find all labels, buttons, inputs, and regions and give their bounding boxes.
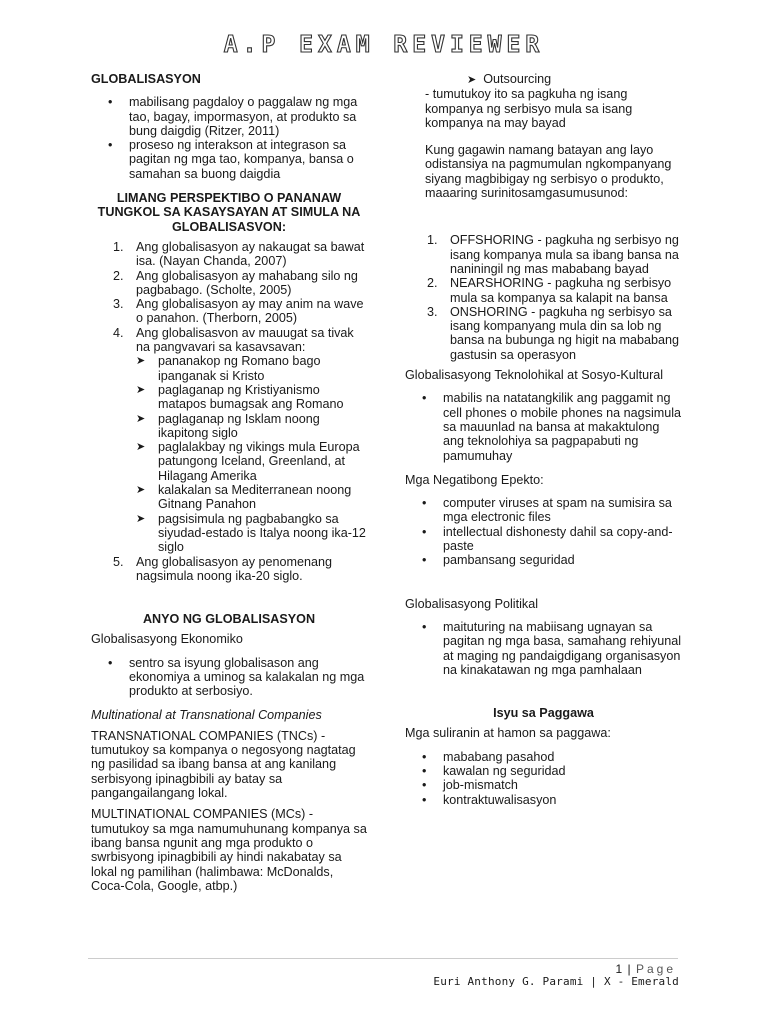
perspektibo-list [91,240,367,583]
left-column [91,72,367,893]
ekonomiko-heading: Globalisasyong Ekonomiko [91,632,243,647]
perspektibo-heading: LIMANG PERSPEKTIBO O PANANAW TUNGKOL SA KASAYSAYAN AT SIMULA NA GLOBALISASVON: [97,191,361,234]
arrow-bullet-icon: ➤ [467,74,477,86]
globalisasyon-list [91,95,367,181]
list-item: ➤ paglaganap ng Kristiyanismo matapos bumagsak ang Romano [136,382,344,412]
tekno-heading: Globalisasyong Teknolohikal at Sosyo-Kultural [405,368,664,383]
list-item: ➤ paglalakbay ng vikings mula Europa patungong Iceland, Greenland, at Hilagang Amerika [136,440,360,483]
list-item: • computer viruses at spam na sumisira sa mga electronic files [405,496,682,525]
negatibo-heading: Mga Negatibong Epekto: [405,472,544,487]
paggawa-list [405,750,682,807]
list-item: • kawalan ng seguridad [405,764,682,778]
page-number: 1 | Page [615,962,676,976]
globalisasyon-heading: GLOBALISASYON [91,72,201,86]
arrow-bullet-icon: ➤ [136,412,146,425]
politikal-heading: Globalisasyong Politikal [405,596,539,611]
outsourcing-paragraph: - tumutukoy ito sa pagkuha ng isang kompanya ng serbisyo mula sa isang kompanya na may bayad [425,87,633,130]
tekno-list [405,391,682,462]
list-item: 4. Ang globalisasvon av mauugat sa tivak na pangvavari sa kasavsavan: ➤ pananakop ng Romano bago ipanganak si Kristo ➤ paglaganap ng Kristiyanismo matapos bumagsak ang Romano ➤ paglaganap ng Isklam noong ikapitong siglo ➤ paglalakbay ng vikings mula Europa patungong Iceland, Greenland, at Hilagang Amerika ➤ kalakalan sa Mediterranean noong Gitnang Panahon ➤ pagsisimula ng pagbabangko sa siyudad-estado is Italya noong ika-12 siglo [113,325,366,555]
politikal-list [405,620,682,677]
list-item: ➤ pagsisimula ng pagbabangko sa siyudad-estado is Italya noong ika-12 siglo [136,511,366,555]
mc-paragraph: MULTINATIONAL COMPANIES (MCs) - tumutukoy sa mga namumuhunang kompanya sa ibang bansa ngunit ang mga produkto o swrbisyong ipinagbibili ay hindi nakabatay sa lokal ng pamilihan (halimbawa: McDonalds, Coca-Cola, Google, atbp.) [91,807,367,893]
list-item: 3. ONSHORING - pagkuha ng serbisyo sa isang kompanyang mula din sa lob ng bansa na bubunga ng higit na mababang gastusin sa operasyon [427,304,679,362]
arrow-bullet-icon: ➤ [136,512,146,525]
page-title: A.P EXAM REVIEWER [223,32,545,58]
list-item: • mabilis na natatangkilik ang paggamit ng cell phones o mobile phones na nagsimula sa mauunlad na bansa at makaktulong ang teknolohiya sa pagpapabuti ng pamumuhay [405,391,682,462]
list-item: ➤ paglaganap ng Isklam noong ikapitong siglo [136,411,320,440]
list-item: 2. NEARSHORING - pagkuha ng serbisyo mula sa kompanya sa kalapit na bansa [427,276,672,305]
list-item: • intellectual dishonesty dahil sa copy-and-paste [405,525,682,554]
list-item: • job-mismatch [405,778,682,792]
multinational-heading: Multinational at Transnational Companies [91,707,322,722]
arrow-bullet-icon: ➤ [136,441,146,454]
anyo-heading: ANYO NG GLOBALISASYON [142,612,316,627]
list-item: • sentro sa isyung globalisason ang ekonomiya a uminog sa kalakalan ng mga produkto at serbosiyo. [91,656,367,699]
wave-sublist [136,354,367,554]
list-item: • mabilisang pagdaloy o paggalaw ng mga tao, bagay, impormasyon, at produkto sa bung daigdig (Ritzer, 2011) [91,95,367,138]
shoring-list [405,233,682,362]
list-item: 5. Ang globalisasyon ay penomenang nagsimula noong ika-20 siglo. [113,554,333,583]
ekonomiko-list [91,656,367,699]
arrow-bullet-icon: ➤ [136,383,146,396]
list-item: ➤ pananakop ng Romano bago ipanganak si Kristo [136,354,321,383]
negatibo-list [405,496,682,567]
arrow-bullet-icon: ➤ [136,355,146,368]
list-item: 1. Ang globalisasyon ay nakaugat sa bawat isa. (Nayan Chanda, 2007) [113,239,365,269]
list-item: 1. OFFSHORING - pagkuha ng serbisyo ng isang kompanya mula sa ibang bansa na naniningil ng mas mababang bayad [427,233,679,276]
list-item: • kontraktuwalisasyon [405,793,682,807]
list-item: 3. Ang globalisasyon ay may anim na wave o panahon. (Therborn, 2005) [113,297,364,326]
author-line: Euri Anthony G. Parami | X - Emerald [433,975,679,988]
tnc-paragraph: TRANSNATIONAL COMPANIES (TNCs) - tumutukoy sa kompanya o negosyong nagtatag ng pasilidad sa ibang bansa at ang kanilang serbisyong ipinagbibili ay batay sa pangangailangang lokal. [91,728,356,801]
list-item: • mababang pasahod [405,750,682,764]
list-item: ➤ kalakalan sa Mediterranean noong Gitnang Panahon [136,483,352,512]
paggawa-heading: Isyu sa Paggawa [493,706,594,721]
arrow-bullet-icon: ➤ [136,484,146,497]
list-item: • proseso ng interakson at integrason sa pagitan ng mga tao, kompanya, bansa o samahan sa buong daigdia [91,138,367,181]
right-column [405,72,682,807]
list-item: • maituturing na mabiisang ugnayan sa pagitan ng mga basa, samahang rehiyunal at maging ng pandaigdigang organisasyon na kinakatawan ng mga pamhalaan [405,620,682,677]
suliranin-paragraph: Mga suliranin at hamon sa paggawa: [405,726,611,741]
outsourcing-heading: ➤ Outsourcing [467,72,552,86]
list-item: 2. Ang globalisasyon ay mahabang silo ng pagbabago. (Scholte, 2005) [113,268,358,297]
footer-divider [88,958,678,959]
list-item: • pambansang seguridad [405,553,682,567]
kung-paragraph: Kung gagawin namang batayan ang layo odistansiya na pagmumulan ngkompanyang siyang magbibigay ng serbisyo o produkto, maaaring surinitosamgasumusunod: [425,143,672,201]
